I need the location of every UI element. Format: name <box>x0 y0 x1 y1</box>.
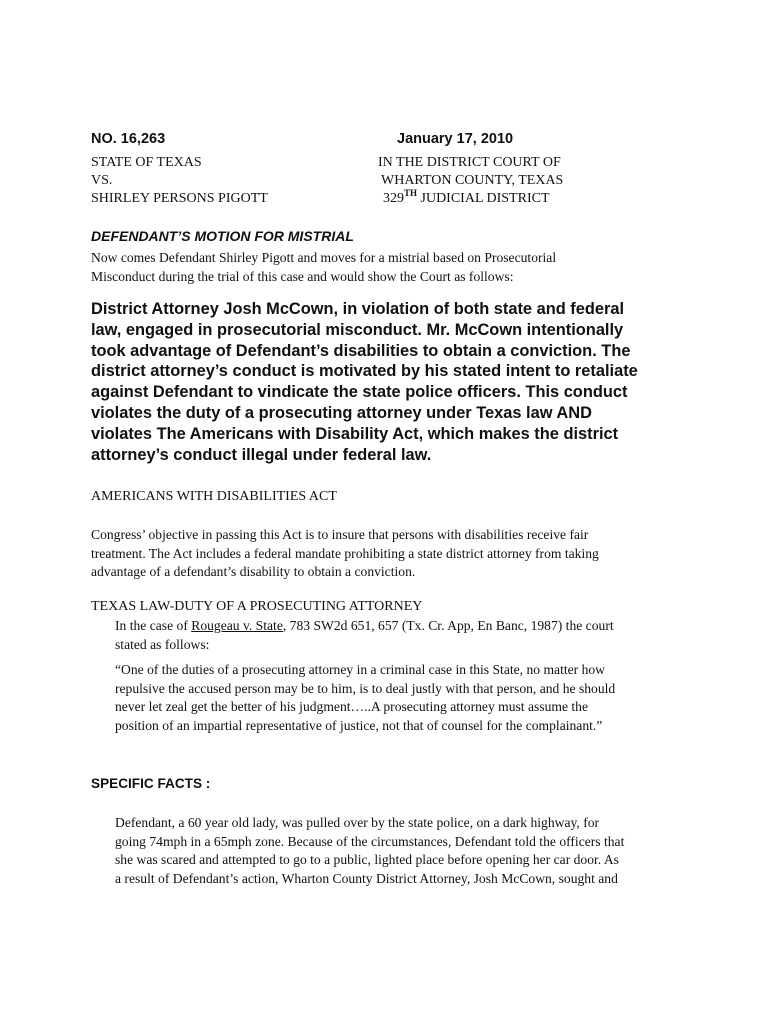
caption-party-defendant: SHIRLEY PERSONS PIGOTT <box>91 191 268 206</box>
caption-court: IN THE DISTRICT COURT OF <box>378 155 561 170</box>
facts-line: a result of Defendant’s action, Wharton County District Attorney, Josh McCown, sought and <box>115 870 618 886</box>
caption-district <box>378 190 563 208</box>
motion-intro <box>91 249 556 286</box>
case-number: NO. 16,263 <box>91 131 166 147</box>
facts-heading: SPECIFIC FACTS : <box>91 776 211 791</box>
quote-line: never let zeal get the better of his judgment…..A prosecuting attorney must assume the <box>115 699 589 714</box>
statement-line: attorney’s conduct illegal under federal law. <box>91 445 432 464</box>
misconduct-statement <box>91 299 638 465</box>
statement-line: district attorney’s conduct is motivated by his stated intent to retaliate <box>91 362 638 381</box>
caption-versus: VS. <box>91 173 113 188</box>
case-caption-left <box>91 154 268 208</box>
ada-heading: AMERICANS WITH DISABILITIES ACT <box>91 489 337 504</box>
case-caption-right <box>378 154 563 208</box>
citation-line-2: stated as follows: <box>115 636 210 652</box>
ada-paragraph <box>91 526 599 582</box>
document-date: January 17, 2010 <box>397 131 514 147</box>
facts-line: she was scared and attempted to go to a public, lighted place before opening her car door. As <box>115 852 619 867</box>
statement-line: District Attorney Josh McCown, in violation of both state and federal <box>91 300 625 318</box>
case-name: Rougeau v. State <box>191 618 283 633</box>
quote-line: repulsive the accused person may be to him, is to deal justly with that person, and he should <box>115 680 616 696</box>
motion-title: DEFENDANT’S MOTION FOR MISTRIAL <box>91 228 354 244</box>
district-number: 329 <box>383 191 404 206</box>
texas-law-heading: TEXAS LAW-DUTY OF A PROSECUTING ATTORNEY <box>91 599 423 614</box>
statement-line: violates the duty of a prosecuting attorney under Texas law AND <box>91 403 592 422</box>
ada-line: treatment. The Act includes a federal mandate prohibiting a state district attorney from taking <box>91 545 599 561</box>
case-citation <box>115 617 614 654</box>
facts-line: Defendant, a 60 year old lady, was pulled over by the state police, on a dark highway, for <box>115 815 600 830</box>
caption-county: WHARTON COUNTY, TEXAS <box>381 173 564 188</box>
intro-line: Now comes Defendant Shirley Pigott and moves for a mistrial based on Prosecutorial <box>91 250 557 265</box>
statement-line: against Defendant to vindicate the state police officers. This conduct <box>91 383 628 402</box>
district-label: JUDICIAL DISTRICT <box>417 191 550 206</box>
court-quote <box>115 661 615 735</box>
facts-line: going 74mph in a 65mph zone. Because of the circumstances, Defendant told the officers that <box>115 833 625 849</box>
caption-party-state: STATE OF TEXAS <box>91 155 202 170</box>
statement-line: violates The Americans with Disability Act, which makes the district <box>91 424 619 443</box>
intro-line: Misconduct during the trial of this case and would show the Court as follows: <box>91 268 514 284</box>
facts-paragraph <box>115 814 624 888</box>
citation-suffix: , 783 SW2d 651, 657 (Tx. Cr. App, En Banc, 1987) the court <box>282 618 614 633</box>
statement-line: took advantage of Defendant’s disabilities to obtain a conviction. The <box>91 341 631 360</box>
citation-line <box>115 617 614 636</box>
ada-line: advantage of a defendant’s disability to obtain a conviction. <box>91 564 416 579</box>
quote-line: position of an impartial representative of justice, not that of counsel for the complainant.” <box>115 717 603 733</box>
statement-line: law, engaged in prosecutorial misconduct. Mr. McCown intentionally <box>91 320 624 339</box>
citation-prefix: In the case of <box>115 618 192 633</box>
district-ordinal: TH <box>404 188 418 198</box>
ada-line: Congress’ objective in passing this Act is to insure that persons with disabilities receive fair <box>91 527 589 542</box>
quote-line: “One of the duties of a prosecuting attorney in a criminal case in this State, no matter how <box>115 662 605 677</box>
